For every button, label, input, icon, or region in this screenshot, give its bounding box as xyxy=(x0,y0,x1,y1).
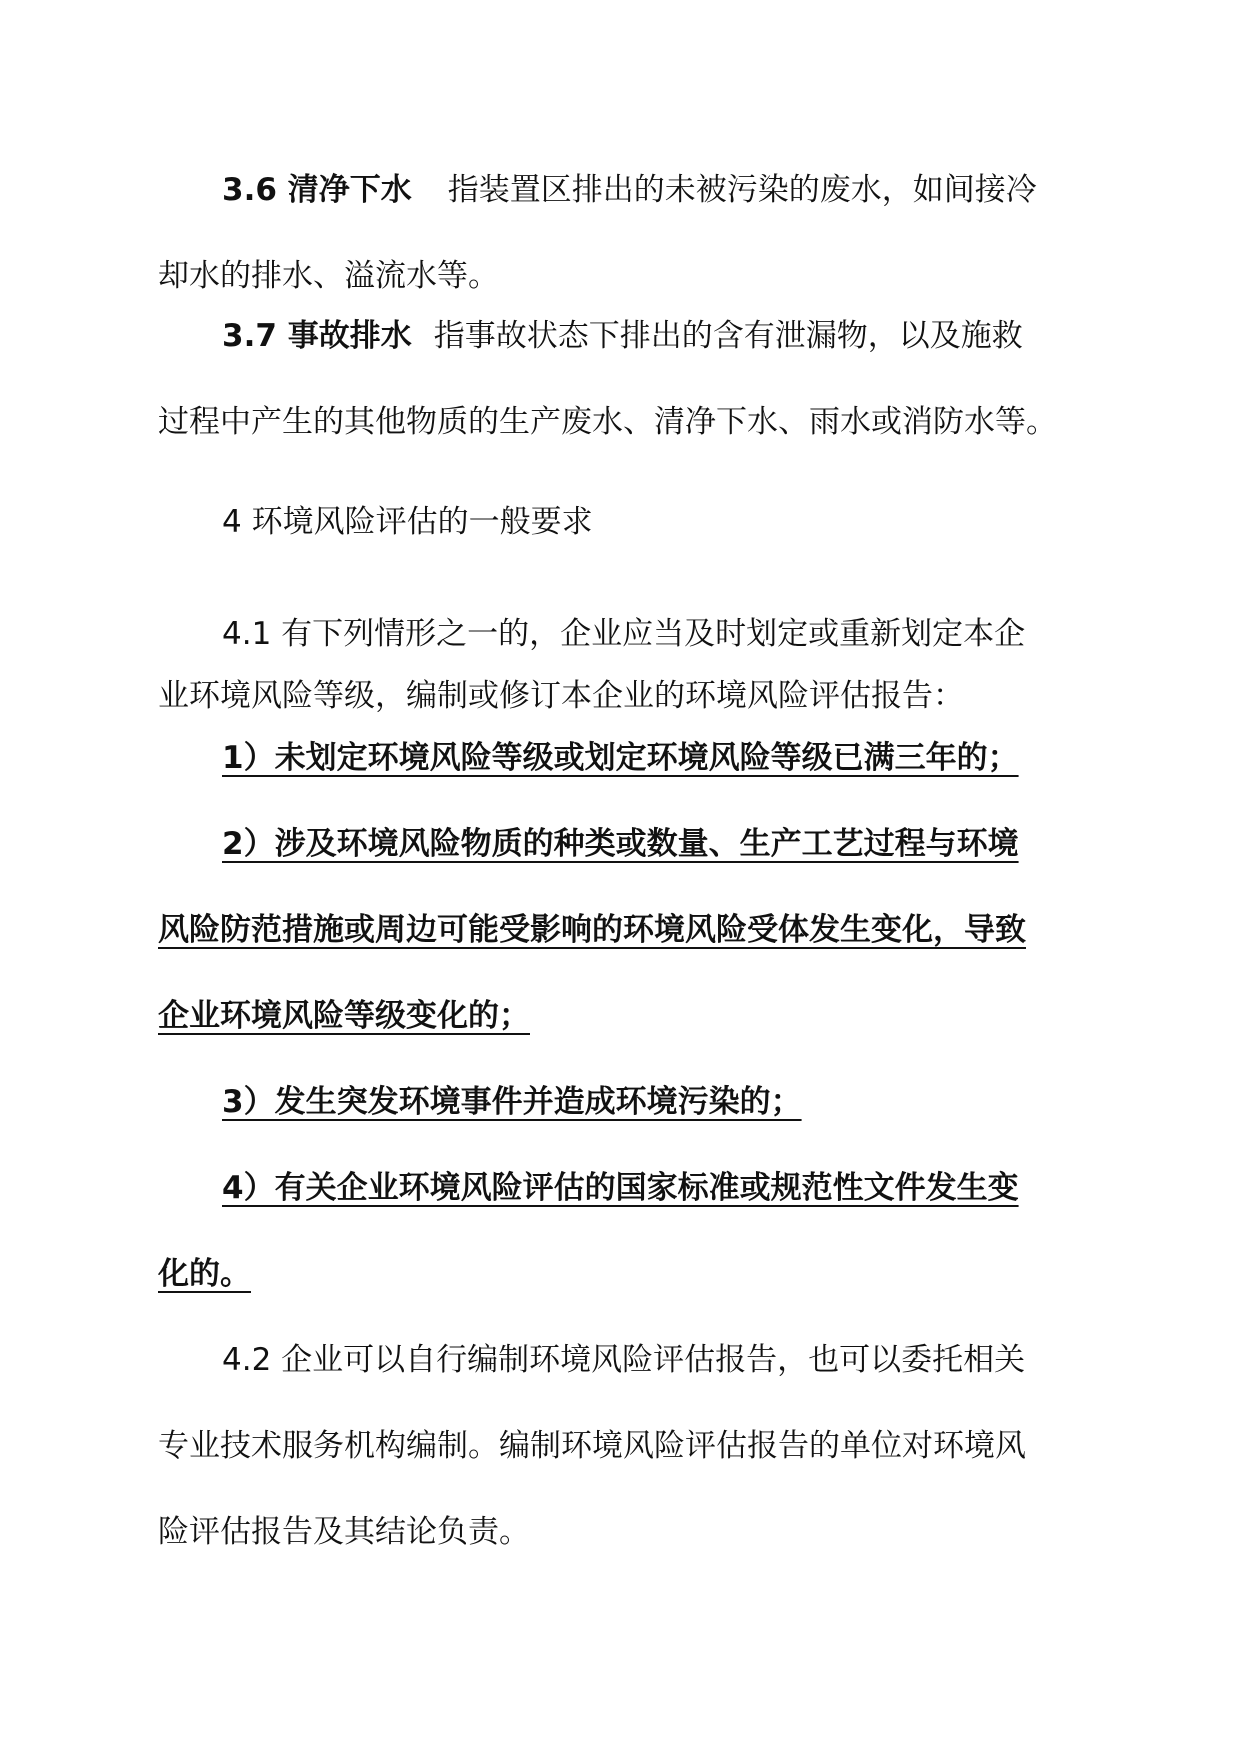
clause-4-1-line-1: 4.1 有下列情形之一的，企业应当及时划定或重新划定本企 xyxy=(222,616,1026,652)
clause-4-1-line-2: 业环境风险等级，编制或修订本企业的环境风险评估报告： xyxy=(158,678,964,714)
list-item-3: 3）发生突发环境事件并造成环境污染的； xyxy=(222,1084,802,1120)
list-item-4-line-2: 化的。 xyxy=(158,1256,251,1292)
list-item-1: 1）未划定环境风险等级或划定环境风险等级已满三年的； xyxy=(222,740,1019,776)
clause-3-6-definition: 指装置区排出的未被污染的废水，如间接冷 xyxy=(447,172,1037,208)
clause-3-7-line-1 xyxy=(222,316,1023,356)
clause-3-6-term: 3.6 清净下水 xyxy=(222,172,412,208)
list-item-4-line-1: 4）有关企业环境风险评估的国家标准或规范性文件发生变 xyxy=(222,1170,1019,1206)
list-item-2-line-1: 2）涉及环境风险物质的种类或数量、生产工艺过程与环境 xyxy=(222,826,1019,862)
clause-4-2-line-3: 险评估报告及其结论负责。 xyxy=(158,1514,530,1550)
clause-3-7-line-2: 过程中产生的其他物质的生产废水、清净下水、雨水或消防水等。 xyxy=(158,404,1057,440)
clause-4-2-line-2: 专业技术服务机构编制。编制环境风险评估报告的单位对环境风 xyxy=(158,1428,1026,1464)
section-4-heading: 4 环境风险评估的一般要求 xyxy=(222,504,593,540)
clause-3-7-definition: 指事故状态下排出的含有泄漏物，以及施救 xyxy=(433,318,1023,354)
clause-3-6-line-1 xyxy=(222,170,1037,210)
list-item-2-line-2: 风险防范措施或周边可能受影响的环境风险受体发生变化，导致 xyxy=(158,912,1026,948)
clause-3-6-line-2: 却水的排水、溢流水等。 xyxy=(158,258,499,294)
clause-3-7-term: 3.7 事故排水 xyxy=(222,318,412,354)
list-item-2-line-3: 企业环境风险等级变化的； xyxy=(158,998,530,1034)
clause-4-2-line-1: 4.2 企业可以自行编制环境风险评估报告，也可以委托相关 xyxy=(222,1342,1026,1378)
